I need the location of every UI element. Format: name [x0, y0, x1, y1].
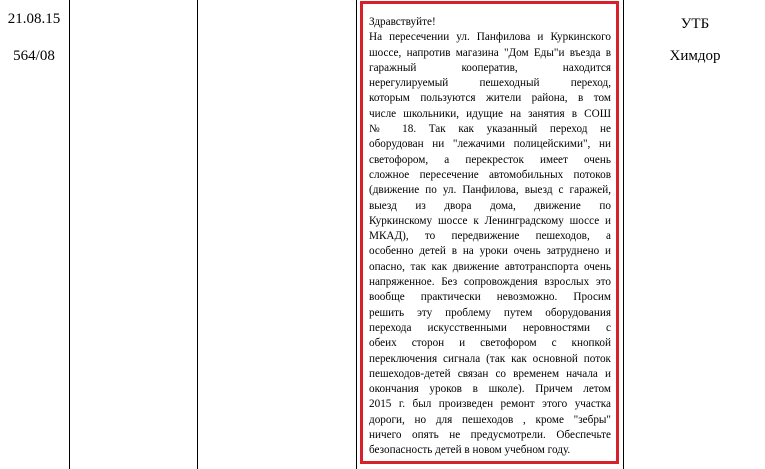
message-line: выезд из двора дома, движение по	[369, 199, 611, 212]
message-line: нерегулируемый пешеходный переход,	[369, 77, 611, 90]
message-line: окончания уроков в школе). Причем летом	[369, 383, 611, 396]
message-line: На пересечении ул. Панфилова и Куркинского	[369, 31, 611, 44]
message-line: ничего опять не предусмотрели. Обеспечьте	[369, 429, 611, 442]
message-line: оборудован ни "лежачими полицейскими", ни	[369, 138, 611, 151]
column-divider-4	[623, 0, 624, 469]
message-line: дороги, но для пешеходов , кроме "зебры"	[369, 413, 611, 426]
column-divider-1	[69, 0, 70, 469]
message-line: МКАД), то передвижение пешеходов, а	[369, 230, 611, 243]
message-line: Куркинскому шоссе к Ленинградскому шоссе и	[369, 214, 611, 227]
message-line: 2015 г. был произведен ремонт этого участка	[369, 398, 611, 411]
message-line: вообще практически невозможно. Просим	[369, 291, 611, 304]
message-line: числе школьники, идущие на занятия в СОШ	[369, 107, 611, 120]
record-number: 564/08	[13, 48, 55, 64]
message-line: решить эту проблему путем оборудования	[369, 306, 611, 319]
message-line: переключения сигнала (так как основной поток	[369, 352, 611, 365]
message-line: особенно детей в на уроки очень затруднено и	[369, 245, 611, 258]
message-line: напряженное. Без сопровождения взрослых это	[369, 276, 611, 289]
message-line: шоссе, напротив магазина "Дом Еды"и въезда в	[369, 46, 611, 59]
message-line: которым пользуются жители района, в том	[369, 92, 611, 105]
message-line: перехода искусственными неровностями с	[369, 321, 611, 334]
message-line: гаражный кооператив, находится	[369, 61, 611, 74]
message-line: опасно, так как движение автотранспорта очень	[369, 260, 611, 273]
message-line: сложное пересечение автомобильных потоков	[369, 168, 611, 181]
message-line: (движение по ул. Панфилова, выезд с гаражей,	[369, 184, 611, 197]
message-line: безопасность детей в новом учебном году.	[369, 444, 571, 457]
message-line: № 18. Так как указанный переход не	[369, 123, 611, 136]
responsible-org-top: УТБ	[680, 16, 710, 32]
message-line: пешеходов-детей связан со временем начала и	[369, 367, 611, 380]
column-divider-2	[197, 0, 198, 469]
message-text	[369, 15, 611, 459]
responsible-org-bottom: Химдор	[669, 48, 721, 64]
message-line: светофором, а перекресток имеет очень	[369, 153, 611, 166]
message-line: обеих сторон и светофором с кнопкой	[369, 337, 611, 350]
record-date: 21.08.15	[7, 11, 61, 27]
highlighted-message-cell	[360, 1, 619, 464]
message-line: Здравствуйте!	[369, 16, 436, 28]
column-divider-3	[356, 0, 357, 469]
